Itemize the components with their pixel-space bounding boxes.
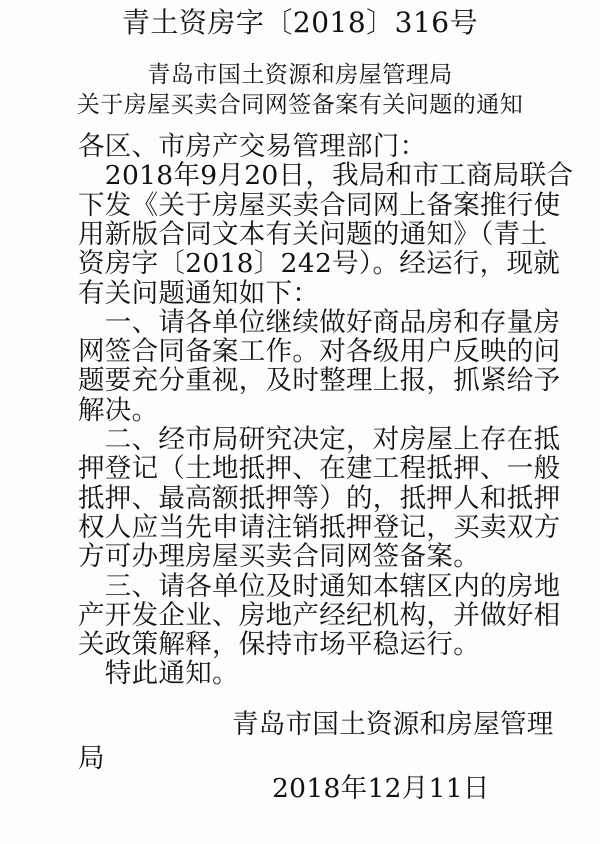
document-number: 青土资房字〔2018〕316号 [121,6,479,39]
body-line: 一、请各单位继续做好商品房和存量房 [78,306,561,338]
notice-title: 关于房屋买卖合同网签备案有关问题的通知 [76,92,524,118]
body-line: 用新版合同文本有关问题的通知》（青土 [78,218,548,250]
signature-date: 2018年12月11日 [272,773,490,804]
body-line: 解决。 [78,394,159,426]
body-line: 题要充分重视，及时整理上报，抓紧给予 [78,365,561,397]
body-line: 三、请各单位及时通知本辖区内的房地 [78,570,561,602]
body-line: 关政策解释，保持市场平稳运行。 [78,629,480,661]
body-line: 有关问题通知如下： [78,277,320,309]
body-line: 押登记（土地抵押、在建工程抵押、一般 [78,453,561,485]
body-line: 方可办理房屋买卖合同网签备案。 [78,541,480,573]
body-line: 抵押、最高额抵押等）的，抵押人和抵押 [78,482,561,514]
issuer-title: 青岛市国土资源和房屋管理局 [147,62,453,88]
signature-issuer: 青岛市国土资源和房屋管理 [232,709,554,740]
body-line: 下发《关于房屋买卖合同网上备案推行使 [78,189,561,221]
body-line: 产开发企业、房地产经纪机构，并做好相 [78,599,561,631]
body-line: 各区、市房产交易管理部门： [78,131,427,162]
body-line: 资房字〔2018〕242号）。经运行，现就 [78,248,561,280]
body-line: 权人应当先申请注销抵押登记，买卖双方 [78,511,561,543]
body-line: 网签合同备案工作。对各级用户反映的问 [78,336,561,368]
body-line: 特此通知。 [78,658,239,690]
body-line: 2018年9月20日，我局和市工商局联合 [78,160,574,192]
body-line: 二、经市局研究决定，对房屋上存在抵 [78,424,561,455]
signature-issuer-continued: 局 [78,743,105,774]
